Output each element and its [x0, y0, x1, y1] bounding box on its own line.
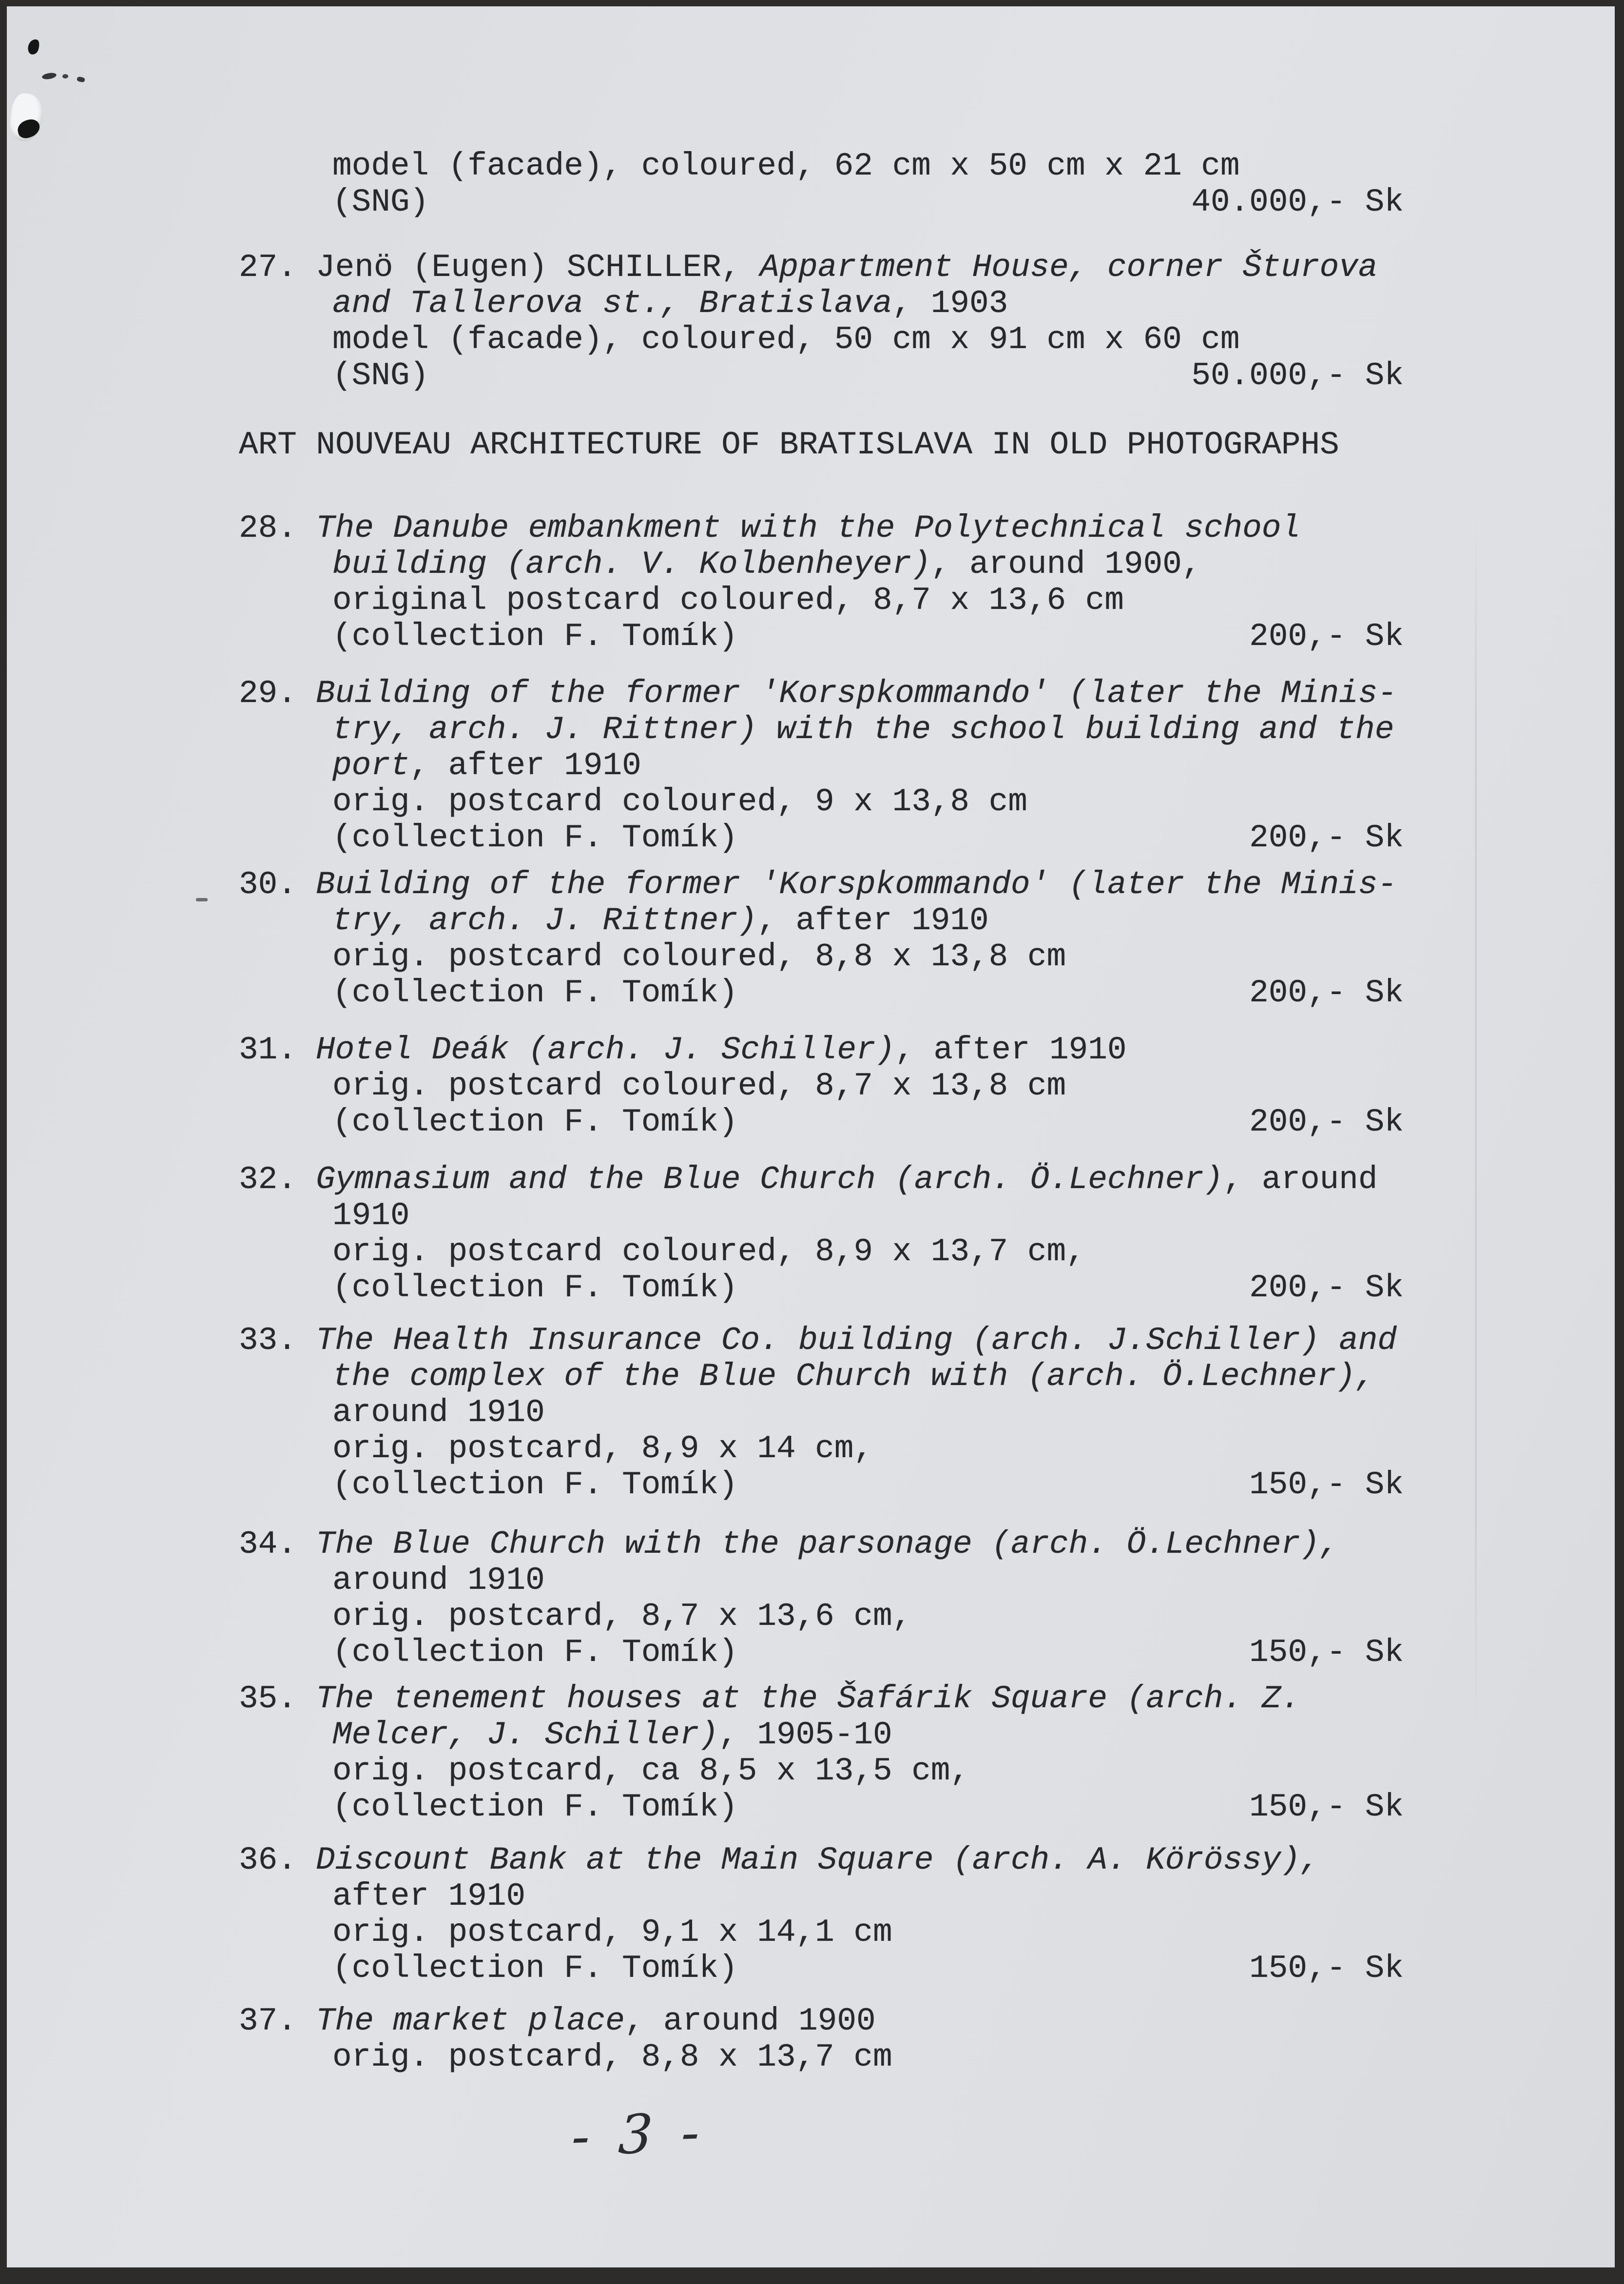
entry-number: 36.: [239, 1842, 297, 1878]
text-run-roman: 1910: [332, 1197, 410, 1234]
text-run-roman: orig. postcard, 8,9 x 14 cm,: [332, 1430, 873, 1467]
entry-34: [239, 1526, 1404, 1671]
entry-price: 150,- Sk: [1249, 1634, 1404, 1671]
entry-number: 35.: [239, 1680, 297, 1717]
entry-line: [332, 286, 1404, 322]
text-run-italic: the complex of the Blue Church with (arch. Ö.Lechner),: [332, 1358, 1375, 1395]
entry-line: [316, 249, 1404, 286]
text-run-roman: orig. postcard, 8,7 x 13,6 cm,: [332, 1598, 912, 1635]
text-run-italic: and Tallerova st., Bratislava: [332, 285, 892, 322]
entry-number: 31.: [239, 1032, 297, 1068]
entry-price: 200,- Sk: [1249, 1269, 1404, 1306]
text-run-italic: The Health Insurance Co. building (arch. J.Schiller) and: [316, 1322, 1397, 1359]
entry-line: [332, 1914, 1404, 1951]
text-run-roman: orig. postcard, 8,8 x 13,7 cm: [332, 2039, 892, 2075]
entry-number: 27.: [239, 249, 297, 286]
entry-line: [316, 1322, 1404, 1359]
entry-number: 30.: [239, 866, 297, 903]
text-run-roman: , after 1910: [895, 1032, 1127, 1068]
text-run-italic: The market place: [316, 2003, 625, 2039]
text-run-roman: (SNG): [332, 357, 429, 394]
stray-mark: [196, 898, 208, 901]
entry-line: [316, 1526, 1404, 1562]
entry-number: 28.: [239, 510, 297, 547]
entry-price: 50.000,- Sk: [1191, 357, 1404, 394]
entry-line: [332, 712, 1404, 748]
entry-line: [332, 1270, 1404, 1306]
entry-line: [316, 2003, 1404, 2039]
entry-37: [239, 2003, 1404, 2075]
entry-36: [239, 1842, 1404, 1987]
entry-31: [239, 1032, 1404, 1140]
text-run-italic: Hotel Deák (arch. J. Schiller): [316, 1032, 895, 1068]
entry-line: [332, 1467, 1404, 1503]
text-run-roman: (collection F. Tomík): [332, 1634, 738, 1671]
text-run-italic: The tenement houses at the Šafárik Square (arch. Z.: [316, 1680, 1300, 1717]
entry-line: [332, 1635, 1404, 1671]
text-run-italic: The Danube embankment with the Polytechnical school: [316, 510, 1300, 547]
entry-line: [332, 1878, 1404, 1914]
entry-line: [332, 1104, 1404, 1140]
entry-32: [239, 1161, 1404, 1306]
text-run-roman: original postcard coloured, 8,7 x 13,6 cm: [332, 582, 1124, 619]
text-run-italic: Building of the former 'Korspkommando' (later the Minis-: [316, 675, 1397, 712]
text-run-roman: orig. postcard coloured, 8,8 x 13,8 cm: [332, 938, 1066, 975]
entry-line: [332, 748, 1404, 784]
entry-price: 200,- Sk: [1249, 820, 1404, 856]
text-run-roman: (collection F. Tomík): [332, 1950, 738, 1987]
entry-line: [332, 784, 1404, 820]
entry-line: [332, 2039, 1404, 2075]
paper-crease: [1475, 512, 1477, 1731]
text-run-roman: (collection F. Tomík): [332, 618, 738, 655]
entry-number: 32.: [239, 1161, 297, 1198]
text-run-italic: try, arch. J. Rittner): [332, 902, 757, 939]
entry-source: (SNG): [332, 184, 429, 220]
entry-line: [332, 1395, 1404, 1431]
text-run-roman: (collection F. Tomík): [332, 1104, 738, 1140]
text-run-roman: , around 1900: [624, 2003, 876, 2039]
entry-line: [332, 1198, 1404, 1234]
entry-line: [316, 1161, 1404, 1198]
entry-line: [332, 1717, 1404, 1753]
text-run-roman: after 1910: [332, 1878, 526, 1914]
text-run-roman: orig. postcard coloured, 8,7 x 13,8 cm: [332, 1068, 1066, 1104]
entry-price: 40.000,- Sk: [1191, 184, 1404, 220]
text-run-roman: , around: [1223, 1161, 1378, 1198]
page-number: - 3 -: [570, 2101, 707, 2168]
text-run-italic: building (arch. V. Kolbenheyer): [332, 546, 931, 583]
entry-33: [239, 1322, 1404, 1503]
entry-number: 34.: [239, 1526, 297, 1562]
entry-line: [332, 1068, 1404, 1104]
text-run-roman: around 1910: [332, 1562, 545, 1599]
text-run-roman: around 1910: [332, 1394, 545, 1431]
entry-line: [332, 547, 1404, 583]
text-run-italic: Discount Bank at the Main Square (arch. A. Körössy),: [316, 1842, 1320, 1878]
entry-price: 200,- Sk: [1249, 975, 1404, 1011]
entry-price: 150,- Sk: [1249, 1789, 1404, 1825]
entry-line: [316, 510, 1404, 547]
entry-line: [332, 619, 1404, 655]
document-page: [7, 6, 1615, 2267]
entry-line: [332, 939, 1404, 975]
entry-line: [316, 866, 1404, 903]
entry-line: [332, 184, 1404, 220]
entry-line: [332, 1753, 1404, 1789]
entry-price: 200,- Sk: [1249, 618, 1404, 655]
text-run-italic: Appartment House, corner Šturova: [759, 249, 1378, 286]
text-run-italic: port: [332, 747, 410, 784]
text-run-roman: model (facade), coloured, 50 cm x 91 cm x 60 cm: [332, 321, 1240, 358]
entry-35: [239, 1680, 1404, 1825]
entry-number: 37.: [239, 2003, 297, 2039]
entry-27: [239, 249, 1404, 394]
entry-line: [332, 1234, 1404, 1270]
text-run-italic: Building of the former 'Korspkommando' (later the Minis-: [316, 866, 1397, 903]
text-run-roman: orig. postcard, 9,1 x 14,1 cm: [332, 1914, 892, 1951]
text-run-italic: try, arch. J. Rittner) with the school building and the: [332, 711, 1394, 748]
text-run-italic: The Blue Church with the parsonage (arch. Ö.Lechner),: [316, 1526, 1339, 1562]
ink-smudge: [41, 72, 57, 80]
entry-line: [332, 975, 1404, 1011]
entry-29: [239, 675, 1404, 856]
text-run-roman: , 1905-10: [718, 1717, 892, 1753]
text-run-roman: orig. postcard coloured, 9 x 13,8 cm: [332, 783, 1027, 820]
text-run-roman: (collection F. Tomík): [332, 1269, 738, 1306]
text-run-roman: , around 1900,: [930, 546, 1201, 583]
entry-line: [332, 322, 1404, 358]
entry-price: 200,- Sk: [1249, 1104, 1404, 1140]
entry-line: [332, 1359, 1404, 1395]
entry-line: [332, 1599, 1404, 1635]
entry-30: [239, 866, 1404, 1011]
entry-line: [332, 903, 1404, 939]
staple-hole-mark: [26, 38, 41, 56]
entry-line: [316, 675, 1404, 712]
entry-line: [332, 148, 1404, 184]
entry-line: [316, 1680, 1404, 1717]
entry-line: [316, 1032, 1404, 1068]
entry-26-continuation: [332, 148, 1404, 220]
entry-number: 29.: [239, 675, 297, 712]
text-run-roman: , after 1910: [757, 902, 989, 939]
entry-price: 150,- Sk: [1249, 1466, 1404, 1503]
text-run-roman: Jenö (Eugen) SCHILLER,: [316, 249, 760, 286]
text-run-roman: , 1903: [892, 285, 1008, 322]
text-run-italic: Melcer, J. Schiller): [332, 1717, 719, 1753]
entry-line: [332, 1789, 1404, 1825]
entry-line: [332, 583, 1404, 619]
entry-line: [332, 820, 1404, 856]
text-run-italic: Gymnasium and the Blue Church (arch. Ö.Lechner): [316, 1161, 1223, 1198]
entry-line: [332, 1562, 1404, 1599]
entry-price: 150,- Sk: [1249, 1950, 1404, 1987]
text-run-roman: , after 1910: [409, 747, 641, 784]
section-heading: ART NOUVEAU ARCHITECTURE OF BRATISLAVA IN OLD PHOTOGRAPHS: [239, 427, 1339, 463]
entry-line: [316, 1842, 1404, 1878]
entry-line: [332, 1431, 1404, 1467]
text-run-roman: (collection F. Tomík): [332, 1466, 738, 1503]
ink-smudge: [62, 74, 68, 78]
text-run-roman: model (facade), coloured, 62 cm x 50 cm x 21 cm: [332, 148, 1240, 184]
text-run-roman: orig. postcard, ca 8,5 x 13,5 cm,: [332, 1753, 970, 1789]
text-run-roman: (collection F. Tomík): [332, 820, 738, 856]
entry-28: [239, 510, 1404, 655]
text-run-roman: (collection F. Tomík): [332, 1789, 738, 1825]
entry-number: 33.: [239, 1322, 297, 1359]
page-content: [7, 6, 1615, 2267]
text-run-roman: (collection F. Tomík): [332, 975, 738, 1011]
entry-line: [332, 358, 1404, 394]
text-run-roman: orig. postcard coloured, 8,9 x 13,7 cm,: [332, 1233, 1085, 1270]
ink-smudge: [77, 76, 85, 82]
entry-line: [332, 1951, 1404, 1987]
